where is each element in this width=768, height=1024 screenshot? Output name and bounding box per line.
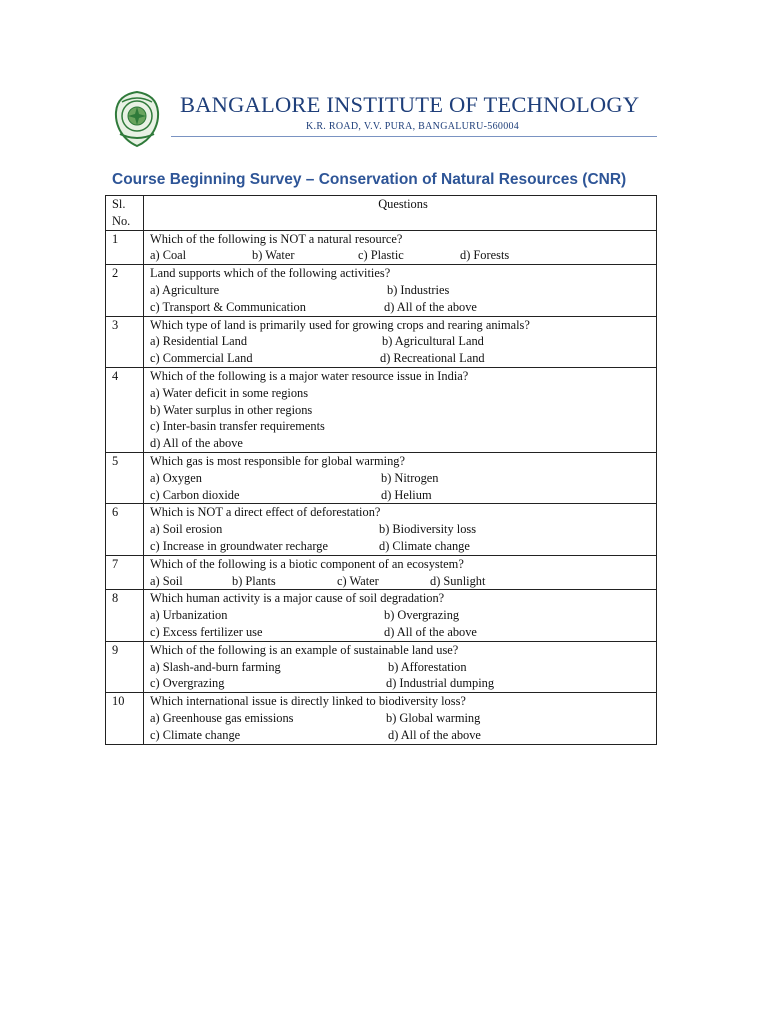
- options-line: [150, 282, 656, 299]
- options-line: [150, 350, 656, 367]
- option-b: b) Afforestation: [388, 659, 467, 674]
- option-c: c) Plastic: [358, 248, 404, 263]
- option-b: b) Industries: [387, 282, 450, 297]
- option-d: d) Recreational Land: [380, 351, 485, 366]
- option-c: c) Increase in groundwater recharge: [150, 538, 328, 553]
- option-a: a) Residential Land: [150, 334, 248, 349]
- option-b: b) Global warming: [386, 710, 481, 725]
- survey-title: Course Beginning Survey – Conservation of Natural Resources (CNR): [112, 171, 627, 188]
- options-line: [150, 573, 656, 590]
- table-row: [106, 504, 657, 555]
- table-row: [106, 452, 657, 503]
- options-line: [150, 333, 656, 350]
- table-row: [106, 230, 657, 265]
- questions-header: Questions: [144, 196, 657, 231]
- option-a: a) Urbanization: [150, 608, 228, 623]
- table-row: [106, 641, 657, 692]
- institute-address: K.R. ROAD, V.V. PURA, BANGALURU-560004: [306, 121, 520, 132]
- question-cell: [144, 504, 657, 555]
- option-a: a) Water deficit in some regions: [150, 385, 309, 400]
- options-line: [150, 607, 656, 624]
- options-line: [150, 247, 656, 264]
- question-cell: [144, 641, 657, 692]
- option-b: b) Nitrogen: [381, 470, 439, 485]
- option-d: d) Industrial dumping: [386, 676, 495, 691]
- option-d: d) Climate change: [379, 538, 470, 553]
- question-text: Which of the following is an example of sustainable land use?: [150, 642, 459, 657]
- option-a: a) Slash-and-burn farming: [150, 659, 281, 674]
- question-cell: [144, 316, 657, 367]
- option-c: c) Overgrazing: [150, 676, 225, 691]
- question-number: 3: [106, 316, 144, 367]
- options-line: [150, 710, 656, 727]
- option-c: c) Excess fertilizer use: [150, 624, 263, 639]
- options-line: [150, 299, 656, 316]
- question-cell: [144, 555, 657, 590]
- options-line: [150, 675, 656, 692]
- question-text: Which international issue is directly linked to biodiversity loss?: [150, 694, 466, 709]
- option-d: d) All of the above: [388, 727, 481, 742]
- option-d: d) Forests: [460, 248, 510, 263]
- header-divider: [171, 136, 657, 137]
- option-c: c) Inter-basin transfer requirements: [150, 419, 325, 434]
- question-cell: [144, 452, 657, 503]
- question-text: Which of the following is a biotic component of an ecosystem?: [150, 556, 464, 571]
- option-d: d) All of the above: [384, 624, 477, 639]
- question-number: 8: [106, 590, 144, 641]
- question-text: Which type of land is primarily used for growing crops and rearing animals?: [150, 317, 530, 332]
- question-number: 1: [106, 230, 144, 265]
- table-row: [106, 367, 657, 452]
- option-a: a) Soil: [150, 573, 183, 588]
- question-cell: [144, 590, 657, 641]
- options-line: [150, 470, 656, 487]
- table-header-row: [106, 196, 657, 231]
- option-c: c) Transport & Communication: [150, 299, 306, 314]
- option-b: b) Plants: [232, 573, 276, 588]
- options-line: [150, 521, 656, 538]
- question-cell: [144, 230, 657, 265]
- table-row: [106, 265, 657, 316]
- question-number: 6: [106, 504, 144, 555]
- question-text: Which gas is most responsible for global warming?: [150, 453, 405, 468]
- option-d: d) All of the above: [150, 436, 243, 451]
- option-b: b) Water: [252, 248, 295, 263]
- option-a: a) Oxygen: [150, 470, 202, 485]
- table-row: [106, 693, 657, 744]
- sl-no-header: [106, 196, 144, 231]
- option-d: d) All of the above: [384, 299, 477, 314]
- options-line: [150, 727, 656, 744]
- option-b: b) Water surplus in other regions: [150, 402, 313, 417]
- question-number: 7: [106, 555, 144, 590]
- question-number: 9: [106, 641, 144, 692]
- option-c: c) Commercial Land: [150, 351, 253, 366]
- question-cell: [144, 265, 657, 316]
- option-a: a) Agriculture: [150, 282, 220, 297]
- option-c: c) Water: [337, 573, 379, 588]
- options-line: [150, 659, 656, 676]
- option-b: b) Agricultural Land: [382, 334, 484, 349]
- sl-header-line1: Sl.: [112, 197, 126, 211]
- question-cell: [144, 693, 657, 744]
- question-number: 2: [106, 265, 144, 316]
- option-a: a) Soil erosion: [150, 522, 223, 537]
- question-cell: [144, 367, 657, 452]
- institute-emblem-icon: [112, 90, 162, 148]
- question-text: Which human activity is a major cause of soil degradation?: [150, 591, 445, 606]
- question-text: Which of the following is a major water resource issue in India?: [150, 368, 469, 383]
- table-row: [106, 555, 657, 590]
- question-number: 4: [106, 367, 144, 452]
- option-c: c) Carbon dioxide: [150, 487, 240, 502]
- options-line: [150, 624, 656, 641]
- option-d: d) Helium: [381, 487, 432, 502]
- option-a: a) Coal: [150, 248, 187, 263]
- option-c: c) Climate change: [150, 727, 241, 742]
- option-d: d) Sunlight: [430, 573, 486, 588]
- table-row: [106, 590, 657, 641]
- question-text: Which of the following is NOT a natural resource?: [150, 231, 403, 246]
- question-text: Land supports which of the following activities?: [150, 266, 391, 281]
- questions-table: [105, 195, 657, 745]
- options-line: [150, 487, 656, 504]
- institute-name: BANGALORE INSTITUTE OF TECHNOLOGY: [180, 92, 640, 117]
- option-b: b) Overgrazing: [384, 608, 460, 623]
- question-number: 5: [106, 452, 144, 503]
- option-b: b) Biodiversity loss: [379, 522, 477, 537]
- table-row: [106, 316, 657, 367]
- question-number: 10: [106, 693, 144, 744]
- question-text: Which is NOT a direct effect of deforestation?: [150, 505, 381, 520]
- sl-header-line2: No.: [112, 213, 131, 228]
- options-line: [150, 538, 656, 555]
- option-a: a) Greenhouse gas emissions: [150, 710, 294, 725]
